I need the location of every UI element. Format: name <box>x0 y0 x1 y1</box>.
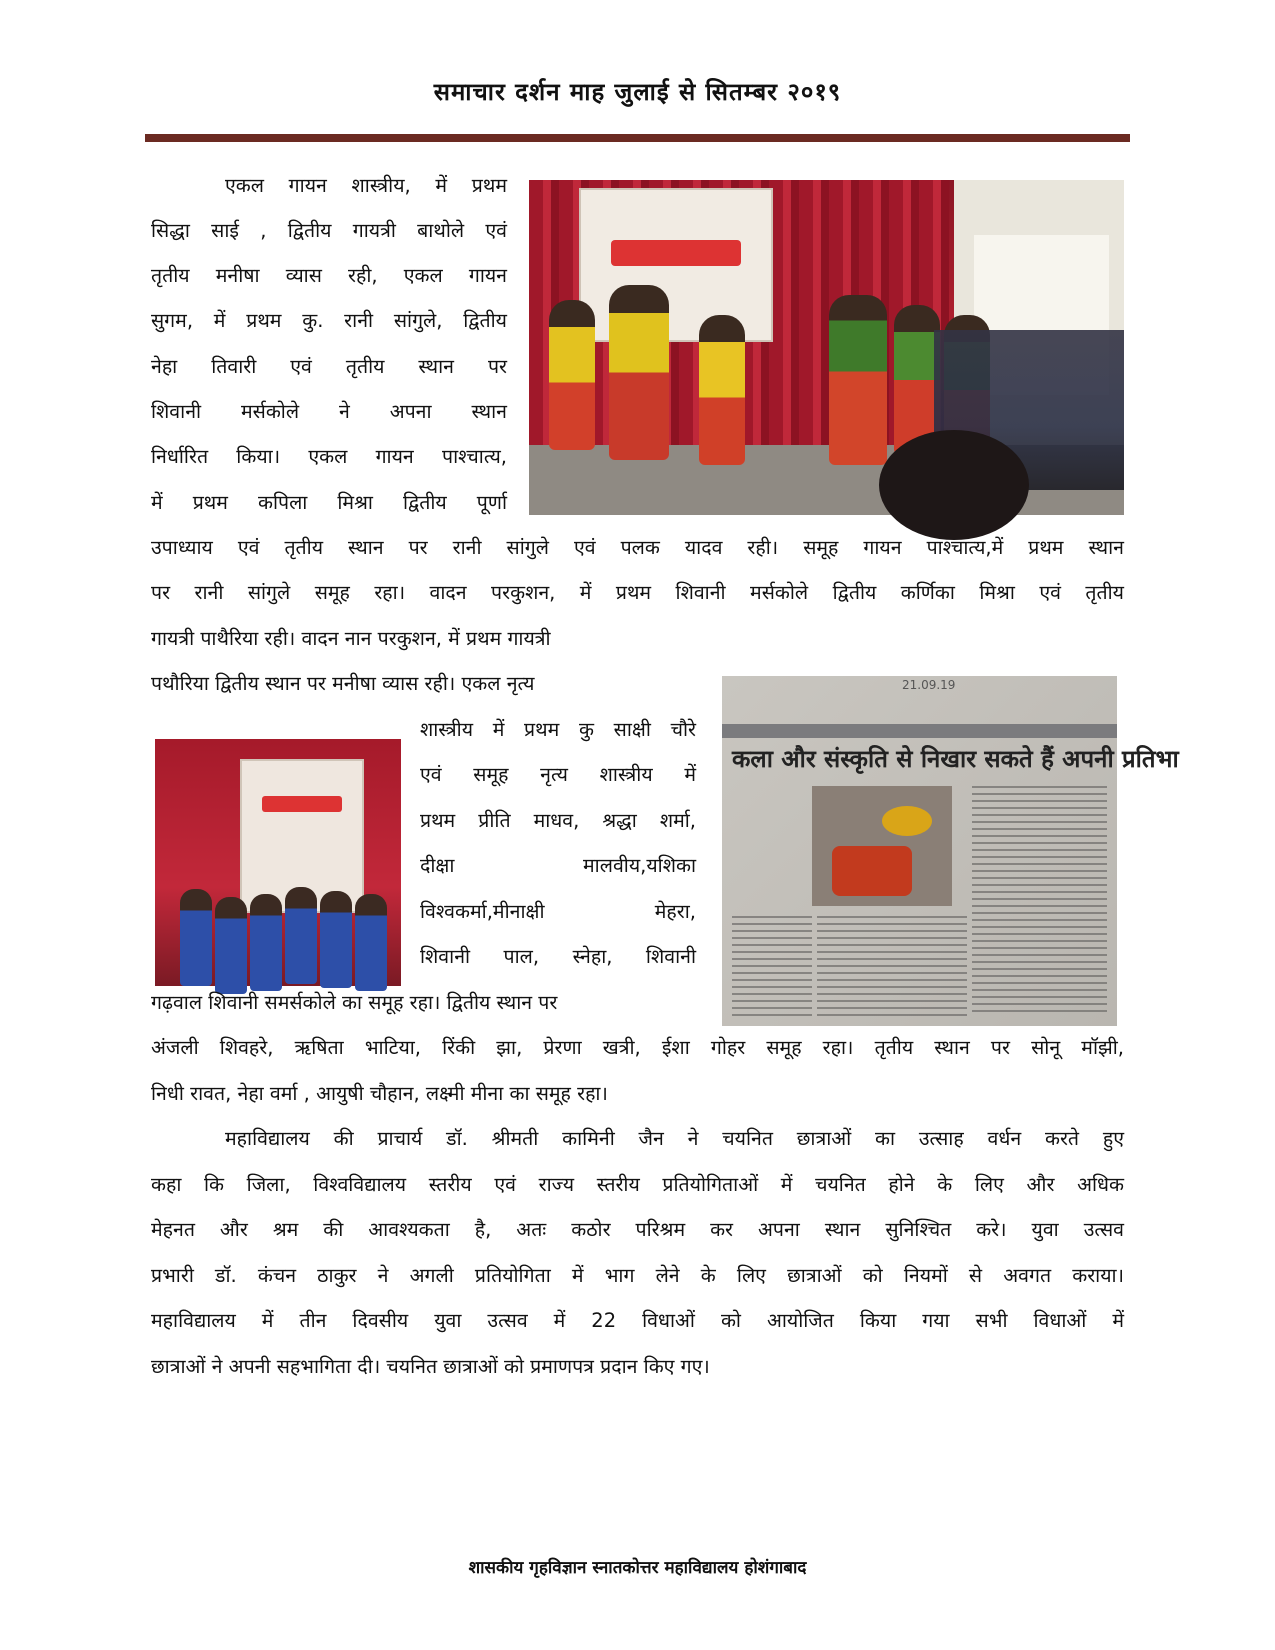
body-text-line: में प्रथम कपिला मिश्रा द्वितीय पूर्णा <box>151 491 507 514</box>
singer-figure <box>215 897 247 994</box>
dancer-figure <box>549 300 595 450</box>
dancer-figure <box>829 295 887 465</box>
body-text-line: शिवानी मर्सकोले ने अपना स्थान <box>151 400 507 423</box>
audience-head <box>879 430 1029 540</box>
body-text-line: महाविद्यालय की प्राचार्य डॉ. श्रीमती कामिनी जैन ने चयनित छात्राओं का उत्साह वर्धन करते हुए <box>225 1127 1124 1150</box>
dancer-figure <box>699 315 745 465</box>
banner-title-strip <box>262 796 342 812</box>
newspaper-text-column <box>732 916 812 1016</box>
body-text-line: अंजली शिवहरे, ऋषिता भाटिया, रिंकी झा, प्रेरणा खत्री, ईशा गोहर समूह रहा। तृतीय स्थान पर सोनू मॉझी, <box>151 1036 1124 1059</box>
rangoli-shape <box>882 806 932 836</box>
banner-title-strip <box>611 240 741 266</box>
body-text-line: शास्त्रीय में प्रथम कु साक्षी चौरे <box>420 718 696 741</box>
header-divider <box>145 134 1130 142</box>
footer-college-name: शासकीय गृहविज्ञान स्नातकोत्तर महाविद्यालय होशंगाबाद <box>468 1558 807 1578</box>
body-text-line: सुगम, में प्रथम कु. रानी सांगुले, द्वितीय <box>151 309 507 332</box>
body-text-line: गढ़वाल शिवानी समर्सकोले का समूह रहा। द्वितीय स्थान पर <box>151 991 558 1014</box>
newspaper-date: 21.09.19 <box>902 678 956 692</box>
body-text-line: निर्धारित किया। एकल गायन पाश्चात्य, <box>151 445 507 468</box>
group-singing-photo <box>155 739 401 986</box>
body-text-line: प्रथम प्रीति माधव, श्रद्धा शर्मा, <box>420 809 696 832</box>
body-text-line: शिवानी पाल, स्नेहा, शिवानी <box>420 945 696 968</box>
singer-figure <box>320 891 352 988</box>
body-text-line: महाविद्यालय में तीन दिवसीय युवा उत्सव में 22 विधाओं को आयोजित किया गया सभी विधाओं में <box>151 1309 1124 1332</box>
newspaper-text-column <box>817 916 967 1016</box>
body-text-line: उपाध्याय एवं तृतीय स्थान पर रानी सांगुले एवं पलक यादव रही। समूह गायन पाश्चात्य,में प्रथम स्थान <box>151 536 1124 559</box>
body-text-line: छात्राओं ने अपनी सहभागिता दी। चयनित छात्राओं को प्रमाणपत्र प्रदान किए गए। <box>151 1355 710 1378</box>
body-text-line: कहा कि जिला, विश्वविद्यालय स्तरीय एवं राज्य स्तरीय प्रतियोगिताओं में चयनित होने के लिए और अधिक <box>151 1173 1124 1196</box>
singer-figure <box>285 887 317 984</box>
dance-performance-photo <box>529 180 1124 515</box>
body-text-line: नेहा तिवारी एवं तृतीय स्थान पर <box>151 355 507 378</box>
body-text-line: पर रानी सांगुले समूह रहा। वादन परकुशन, में प्रथम शिवानी मर्सकोले द्वितीय कर्णिका मिश्रा एवं तृतीय <box>151 581 1124 604</box>
body-text-line: दीक्षा मालवीय,यशिका <box>420 854 696 877</box>
newspaper-photo <box>812 786 952 906</box>
body-text-line: एकल गायन शास्त्रीय, में प्रथम <box>225 174 507 197</box>
newspaper-strip <box>722 724 1117 738</box>
singer-figure <box>250 894 282 991</box>
newspaper-clipping <box>722 676 1179 1026</box>
body-text-line: पथौरिया द्वितीय स्थान पर मनीषा व्यास रही। एकल नृत्य <box>151 672 535 695</box>
body-text-line: गायत्री पाथैरिया रही। वादन नान परकुशन, में प्रथम गायत्री <box>151 627 551 650</box>
body-text-line: एवं समूह नृत्य शास्त्रीय में <box>420 763 696 786</box>
newspaper-text-column <box>972 786 1107 1016</box>
body-text-line: विश्वकर्मा,मीनाक्षी मेहरा, <box>420 900 696 923</box>
singer-figure <box>355 894 387 991</box>
rangoli-shape <box>832 846 912 896</box>
body-text-line: सिद्धा साई , द्वितीय गायत्री बाथोले एवं <box>151 219 507 242</box>
singer-figure <box>180 889 212 986</box>
body-text-line: प्रभारी डॉ. कंचन ठाकुर ने अगली प्रतियोगिता में भाग लेने के लिए छात्राओं को नियमों से अवगत कराया। <box>151 1264 1124 1287</box>
newspaper-headline: कला और संस्कृति से निखार सकते हैं अपनी प्रतिभा <box>732 745 1179 773</box>
page-title: समाचार दर्शन माह जुलाई से सितम्बर २०१९ <box>433 78 842 106</box>
body-text-line: मेहनत और श्रम की आवश्यकता है, अतः कठोर परिश्रम कर अपना स्थान सुनिश्चित करे। युवा उत्सव <box>151 1218 1124 1241</box>
dancer-figure <box>609 285 669 460</box>
body-text-line: तृतीय मनीषा व्यास रही, एकल गायन <box>151 264 507 287</box>
body-text-line: निधी रावत, नेहा वर्मा , आयुषी चौहान, लक्ष्मी मीना का समूह रहा। <box>151 1082 608 1105</box>
